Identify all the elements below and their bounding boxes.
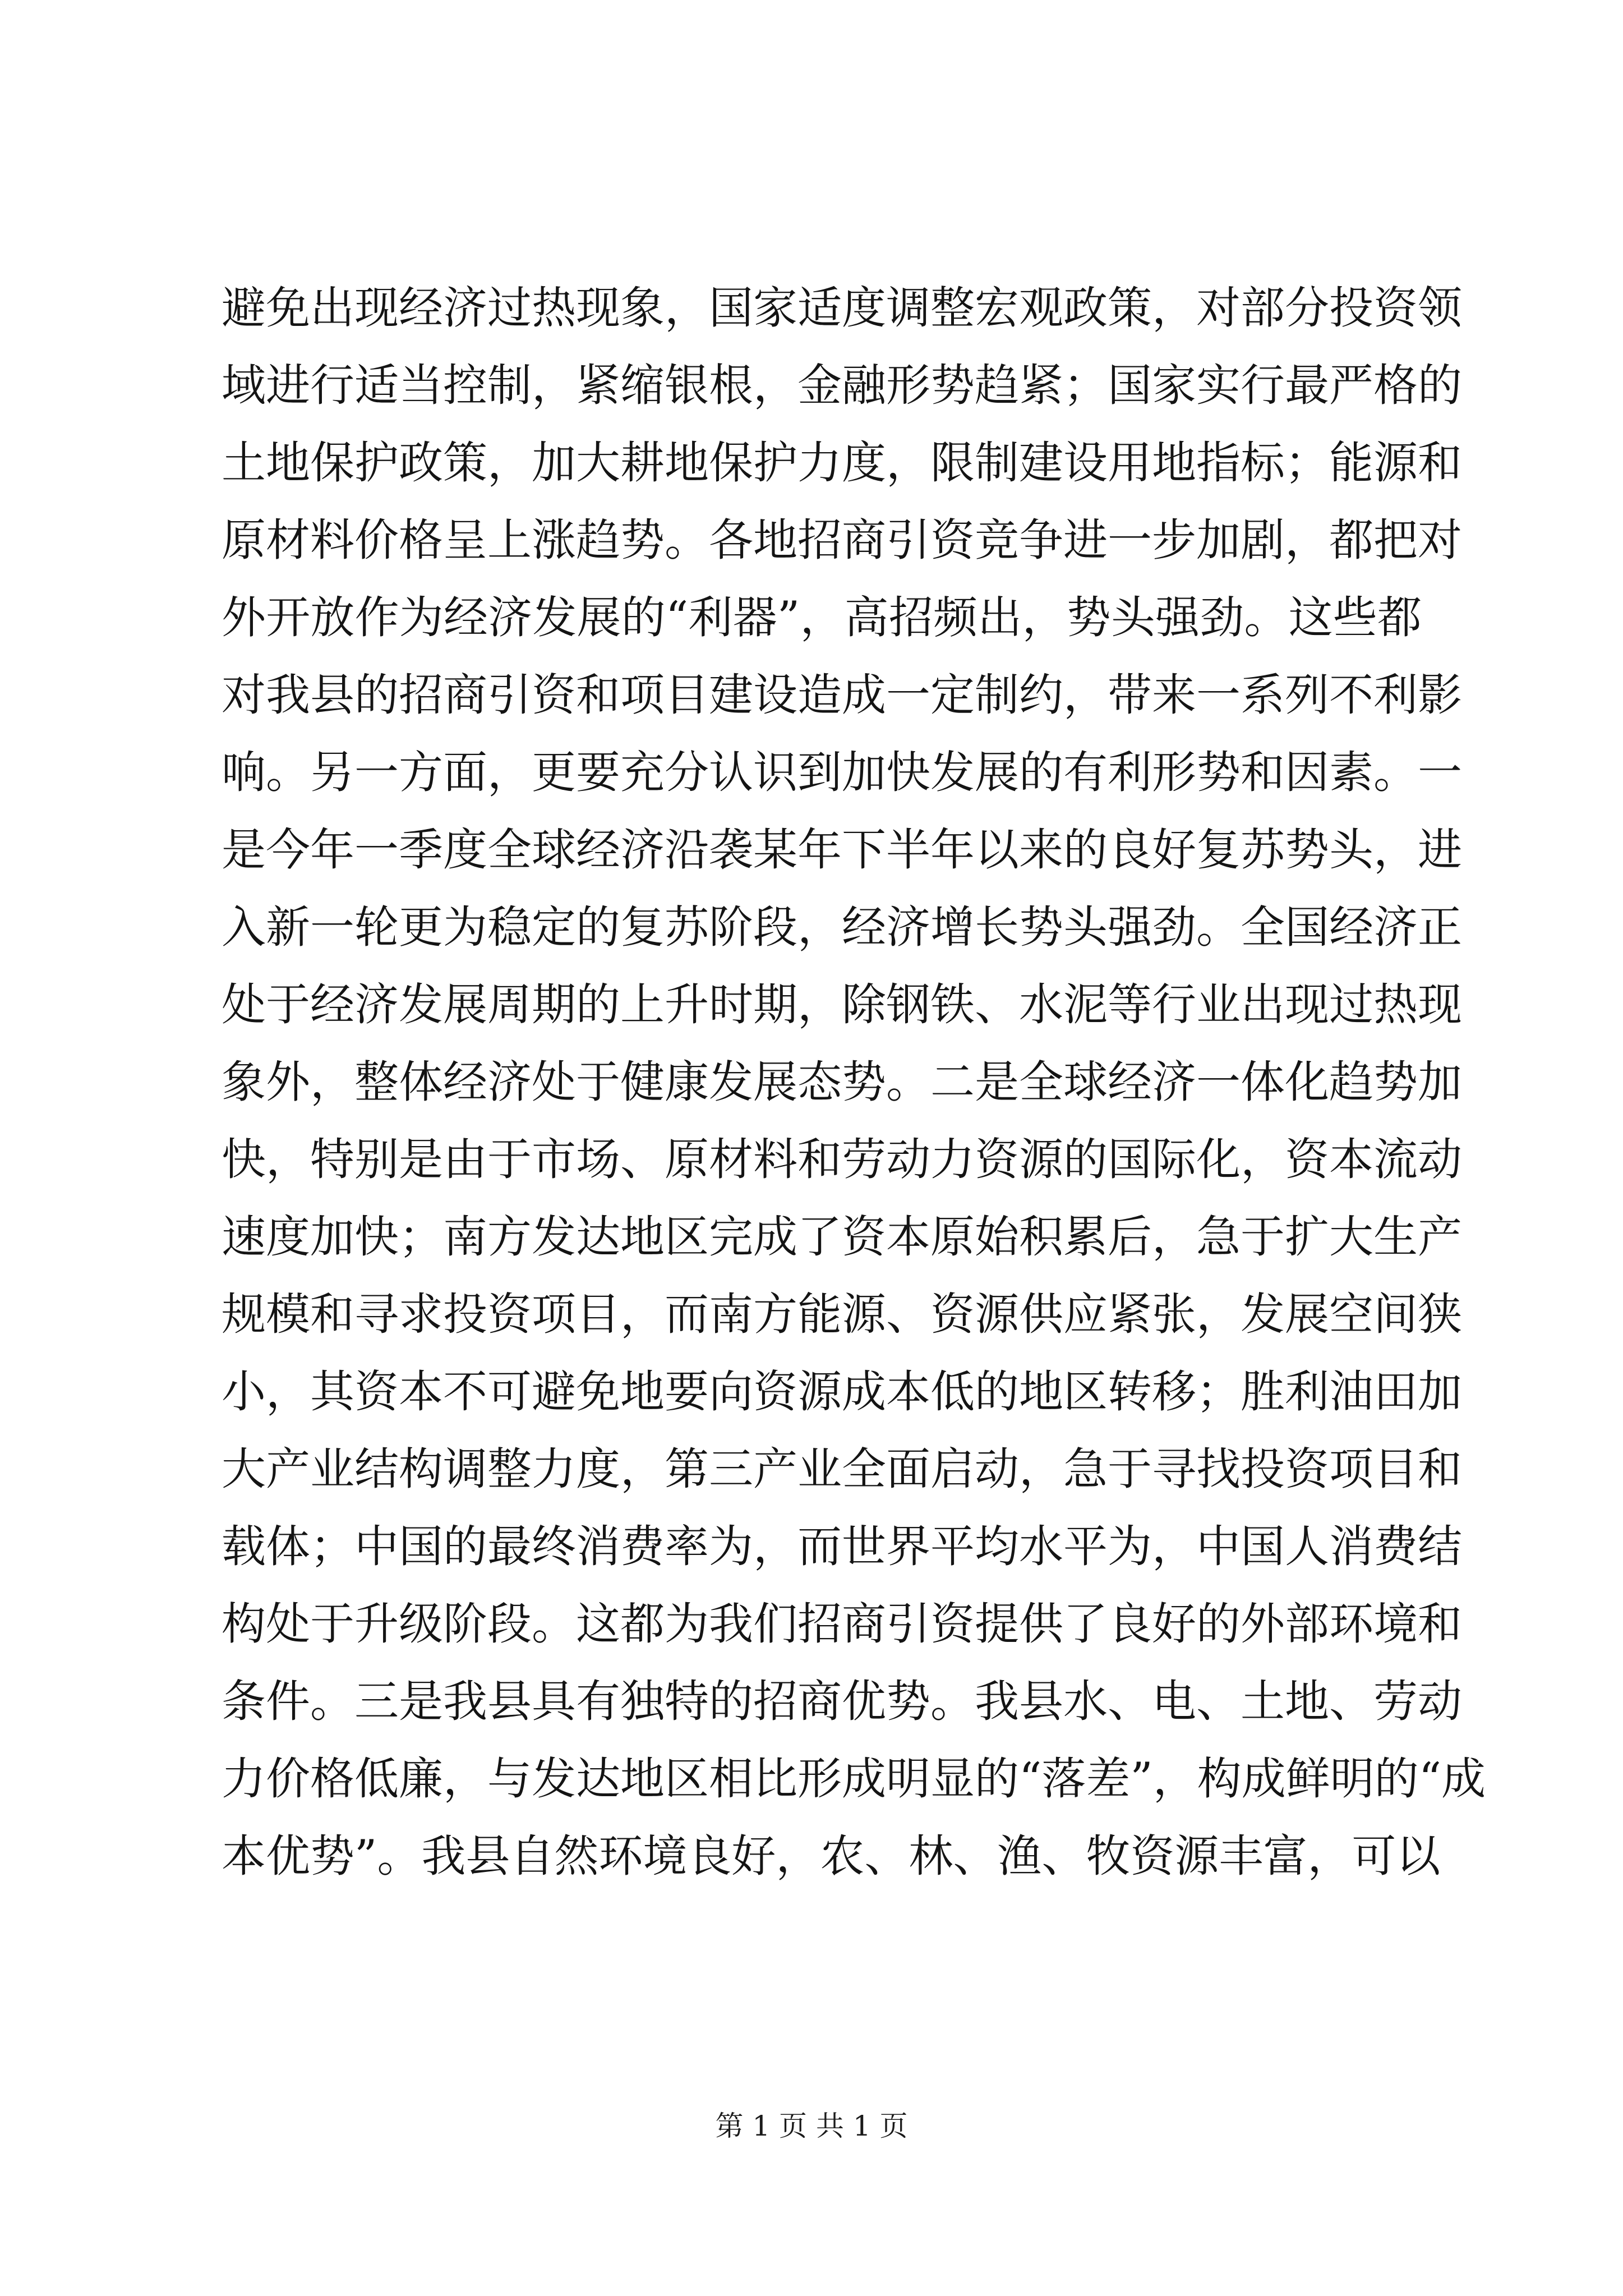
text-line: 速度加快；南方发达地区完成了资本原始积累后，急于扩大生产	[222, 1211, 1462, 1263]
text-line: 构处于升级阶段。这都为我们招商引资提供了良好的外部环境和	[222, 1598, 1462, 1650]
text-line: 土地保护政策，加大耕地保护力度，限制建设用地指标；能源和	[222, 437, 1462, 489]
text-line: 快，特别是由于市场、原材料和劳动力资源的国际化，资本流动	[222, 1134, 1462, 1185]
text-line: 入新一轮更为稳定的复苏阶段，经济增长势头强劲。全国经济正	[222, 901, 1462, 953]
text-line: 是今年一季度全球经济沿袭某年下半年以来的良好复苏势头，进	[222, 824, 1462, 876]
text-line: 大产业结构调整力度，第三产业全面启动，急于寻找投资项目和	[222, 1443, 1462, 1495]
text-line: 原材料价格呈上涨趋势。各地招商引资竞争进一步加剧，都把对	[222, 514, 1462, 566]
text-line: 载体；中国的最终消费率为，而世界平均水平为，中国人消费结	[222, 1521, 1462, 1572]
text-line: 避免出现经济过热现象，国家适度调整宏观政策，对部分投资领	[222, 282, 1462, 334]
text-line: 力价格低廉，与发达地区相比形成明显的“落差”，构成鲜明的“成	[222, 1753, 1486, 1805]
text-line: 小，其资本不可避免地要向资源成本低的地区转移；胜利油田加	[222, 1366, 1462, 1418]
text-line: 条件。三是我县具有独特的招商优势。我县水、电、土地、劳动	[222, 1676, 1462, 1727]
page-footer	[0, 2106, 1623, 2146]
text-line: 域进行适当控制，紧缩银根，金融形势趋紧；国家实行最严格的	[222, 360, 1462, 411]
text-line: 象外，整体经济处于健康发展态势。二是全球经济一体化趋势加	[222, 1056, 1462, 1108]
text-line: 处于经济发展周期的上升时期，除钢铁、水泥等行业出现过热现	[222, 979, 1462, 1030]
text-line: 本优势”。我县自然环境良好，农、林、渔、牧资源丰富，可以	[222, 1830, 1441, 1882]
body-paragraph	[222, 269, 1486, 1895]
text-line: 响。另一方面，更要充分认识到加快发展的有利形势和因素。一	[222, 747, 1462, 798]
text-line: 外开放作为经济发展的“利器”，高招频出，势头强劲。这些都	[222, 592, 1422, 643]
text-line: 规模和寻求投资项目，而南方能源、资源供应紧张，发展空间狭	[222, 1289, 1462, 1340]
page-number: 第 1 页 共 1 页	[715, 2110, 908, 2142]
text-line: 对我县的招商引资和项目建设造成一定制约，带来一系列不利影	[222, 669, 1462, 721]
